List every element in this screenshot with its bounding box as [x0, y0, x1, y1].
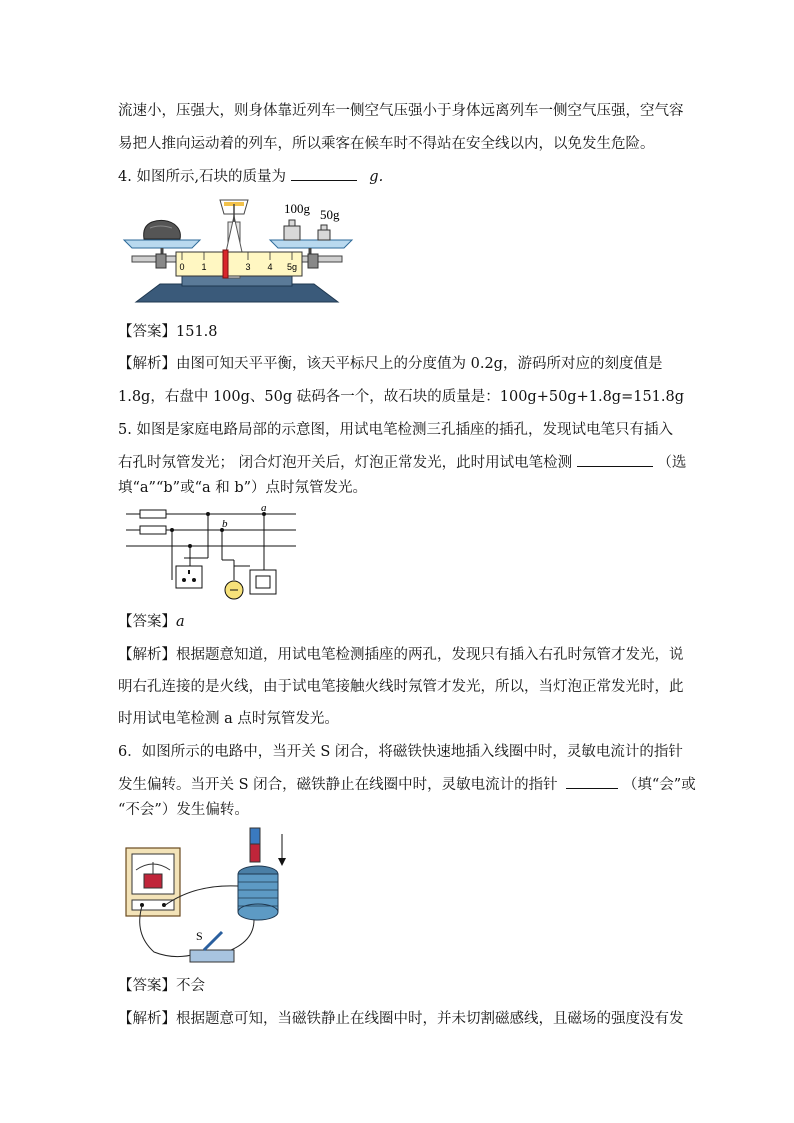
q6-answer-label: 【答案】 [118, 978, 176, 994]
beam-ruler [176, 252, 302, 276]
q5-answer [118, 612, 678, 632]
tick-3: 3 [245, 262, 251, 272]
q5-stem-2 [118, 452, 687, 473]
q5-analysis [118, 645, 684, 665]
stone [144, 220, 181, 239]
q4-unit: g. [369, 169, 384, 185]
q6-analysis-1: 根据题意可知，当磁铁静止在线圈中时，并未切割磁感线，且磁场的强度没有发 [176, 1011, 684, 1027]
weight-50g [318, 230, 330, 240]
q6-analysis [118, 1009, 684, 1029]
q6-stem-1: 6．如图所示的电路中，当开关 S 闭合，将磁铁快速地插入线圈中时，灵敏电流计的指针 [118, 744, 683, 760]
weight-100g [284, 226, 300, 240]
point-b-label: b [222, 518, 228, 530]
induction-figure [124, 824, 304, 972]
q5-stem-2-tail: （选 [657, 455, 687, 471]
fuse-1 [140, 510, 166, 518]
q4-answer-label: 【答案】 [118, 324, 176, 340]
switch-s [190, 950, 234, 962]
tick-5g: 5g [286, 262, 298, 272]
tick-4: 4 [267, 262, 273, 272]
q6-stem-2-tail: （填“会”或 [622, 777, 696, 793]
q6-stem-2-text: 发生偏转。当开关 S 闭合，磁铁静止在线圈中时，灵敏电流计的指针 [118, 777, 558, 793]
q4-answer-value: 151.8 [176, 324, 218, 340]
q5-analysis-1: 根据题意知道，用试电笔检测插座的两孔，发现只有插入右孔时氖管才发光，说 [176, 647, 684, 663]
right-pan [270, 240, 352, 248]
intro-line-1: 流速小，压强大，则身体靠近列车一侧空气压强小于身体远离列车一侧空气压强，空气容 [118, 103, 684, 119]
q5-answer-blank[interactable] [577, 452, 653, 467]
q4-stem-text: 4. 如图所示,石块的质量为 [118, 169, 287, 185]
q4-analysis-label: 【解析】 [118, 356, 176, 372]
q6-stem-3: “不会”）发生偏转。 [118, 802, 249, 818]
switch-s-label: S [196, 929, 203, 943]
q5-analysis-2: 明右孔连接的是火线，由于试电笔接触火线时氖管才发光，所以，当灯泡正常发光时，此 [118, 679, 684, 695]
q4-analysis-1: 由图可知天平平衡，该天平标尺上的分度值为 0.2g，游码所对应的刻度值是 [176, 356, 663, 372]
left-pan [124, 240, 200, 248]
q5-answer-value: a [176, 614, 185, 630]
q4-stem [118, 166, 678, 187]
q6-answer [118, 976, 678, 996]
three-hole-socket [176, 566, 202, 588]
q6-answer-value: 不会 [176, 978, 205, 994]
balance-base [136, 284, 338, 302]
q6-answer-blank[interactable] [566, 774, 618, 789]
q4-answer [118, 322, 678, 342]
q5-stem-1: 5. 如图是家庭电路局部的示意图，用试电笔检测三孔插座的插孔，发现试电笔只有插入 [118, 422, 673, 438]
q5-analysis-label: 【解析】 [118, 647, 176, 663]
intro-line-2: 易把人推向运动着的列车，所以乘客在候车时不得站在安全线以内，以免发生危险。 [118, 136, 655, 152]
weight-50g-label: 50g [320, 207, 340, 222]
tick-0: 0 [179, 262, 185, 272]
q4-analysis-2: 1.8g，右盘中 100g、50g 砝码各一个，故石块的质量是：100g+50g+1.8g=151.8g [118, 389, 685, 405]
q4-answer-blank[interactable] [291, 166, 357, 181]
fuse-2 [140, 526, 166, 534]
q6-analysis-label: 【解析】 [118, 1011, 176, 1027]
balance-figure [120, 192, 360, 308]
tick-1: 1 [201, 262, 207, 272]
rider [223, 250, 228, 278]
q5-stem-2-text: 右孔时氖管发光； 闭合灯泡开关后，灯泡正常发光，此时用试电笔检测 [118, 455, 573, 471]
q5-stem-3: 填“a”“b”或“a 和 b”）点时氖管发光。 [118, 480, 368, 496]
point-a-label: a [261, 502, 267, 514]
q5-analysis-3: 时用试电笔检测 a 点时氖管发光。 [118, 711, 339, 727]
q4-analysis [118, 354, 678, 374]
q6-stem-2 [118, 774, 696, 795]
q5-answer-label: 【答案】 [118, 614, 176, 630]
weight-100g-label: 100g [284, 201, 310, 216]
circuit-figure [124, 500, 304, 606]
